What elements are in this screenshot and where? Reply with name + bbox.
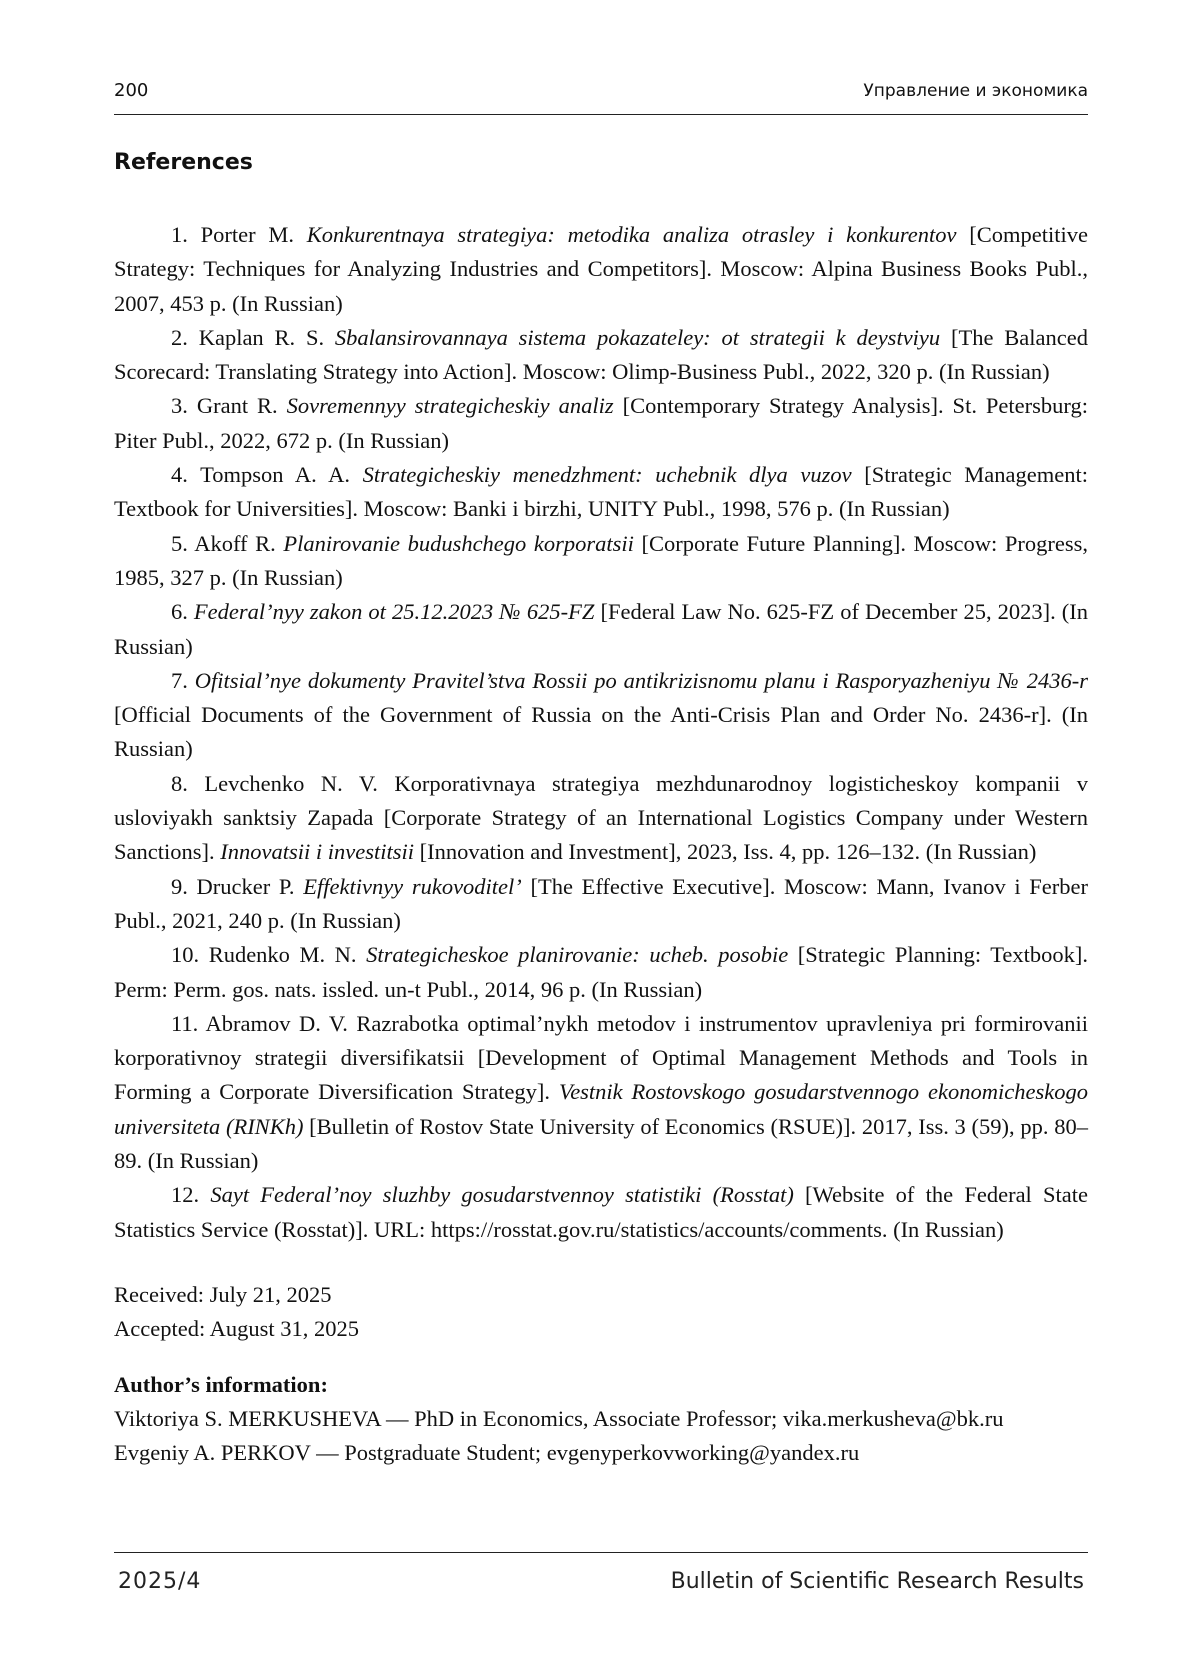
- reference-authors: Abramov D. V. Razrabotka optimal’nykh metodov i instrumentov upravleniya pri formirovanii korporativnoy strategii diversifikatsii [Development of Optimal Management Methods and Tools in Forming a Corporate Diversification Strategy].: [114, 1010, 1088, 1105]
- reference-details: [Website of the Federal State Statistics Service (Rosstat)]. URL: https://rosstat.gov.ru/statistics/accounts/comments. (In Russian): [114, 1182, 1089, 1242]
- reference-number: 2.: [171, 324, 188, 350]
- reference-authors: Rudenko M. N.: [208, 942, 367, 968]
- reference-number: 4.: [171, 462, 188, 488]
- reference-details: [Official Documents of the Government of Russia on the Anti-Crisis Plan and Order No. 2436-r]. (In Russian): [114, 702, 1088, 762]
- reference-details: [Contemporary Strategy Analysis]. St. Petersburg: Piter Publ., 2022, 672 p. (In Russian): [114, 393, 1088, 453]
- reference-number: 12.: [171, 1182, 200, 1208]
- page-header: [114, 74, 1088, 115]
- reference-title: Federal’nyy zakon ot 25.12.2023 № 625-FZ: [193, 599, 595, 625]
- reference-title: Konkurentnaya strategiya: metodika analiza otrasley i konkurentov: [306, 222, 957, 247]
- received-date: Received: July 21, 2025: [114, 1282, 332, 1307]
- reference-details: [Innovation and Investment], 2023, Iss. 4, pp. 126–132. (In Russian): [413, 839, 1037, 865]
- reference-details: [The Balanced Scorecard: Translating Strategy into Action]. Moscow: Olimp-Business Publ., 2022, 320 p. (In Russian): [114, 324, 1088, 385]
- reference-title: Strategicheskoe planirovanie: ucheb. posobie: [366, 942, 789, 968]
- reference-item: [114, 321, 1088, 390]
- references-heading: References: [114, 150, 253, 175]
- reference-number: 8.: [171, 770, 188, 796]
- reference-authors: Tompson A. A.: [200, 462, 363, 488]
- reference-number: 11.: [171, 1010, 199, 1036]
- journal-name: Bulletin of Scientific Research Results: [670, 1569, 1084, 1594]
- reference-details: [Strategic Planning: Textbook]. Perm: Perm. gos. nats. issled. un-t Publ., 2014, 96 p. (In Russian): [114, 942, 1089, 1002]
- reference-authors: Grant R.: [196, 393, 287, 419]
- reference-item: [114, 595, 1088, 664]
- reference-details: [Bulletin of Rostov State University of Economics (RSUE)]. 2017, Iss. 3 (59), pp. 80–89. (In Russian): [114, 1113, 1088, 1174]
- reference-number: 3.: [171, 393, 188, 419]
- reference-item: [114, 389, 1088, 458]
- reference-number: 1.: [171, 222, 188, 247]
- reference-title: Sayt Federal’noy sluzhby gosudarstvennoy statistiki (Rosstat): [210, 1182, 794, 1208]
- reference-authors: Levchenko N. V. Korporativnaya strategiya mezhdunarodnoy logisticheskoy kompanii v usloviyakh sanktsiy Zapada [Corporate Strategy of an International Logistics Company under Western Sanctions].: [114, 770, 1088, 865]
- author-entry: Evgeniy A. PERKOV — Postgraduate Student; evgenyperkovworking@yandex.ru: [114, 1440, 860, 1465]
- submission-dates: [114, 1278, 359, 1346]
- reference-item: [114, 664, 1088, 767]
- reference-item: [114, 938, 1088, 1007]
- reference-title: Sovremennyy strategicheskiy analiz: [286, 393, 614, 419]
- reference-number: 10.: [171, 942, 200, 968]
- reference-number: 5.: [171, 530, 188, 556]
- reference-item: [114, 870, 1088, 939]
- reference-authors: Porter M.: [200, 222, 307, 247]
- reference-title: Ofitsial’nye dokumenty Pravitel’stva Rossii po antikrizisnomu planu i Rasporyazheniyu № 2436-r: [194, 667, 1088, 693]
- accepted-date: Accepted: August 31, 2025: [114, 1316, 359, 1341]
- reference-item: [114, 1178, 1088, 1247]
- reference-title: Effektivnyy rukovoditel’: [303, 873, 522, 899]
- reference-title: Sbalansirovannaya sistema pokazateley: ot strategii k deystviyu: [334, 324, 941, 350]
- reference-item: [114, 218, 1088, 321]
- reference-authors: Drucker P.: [196, 873, 304, 899]
- reference-title: Innovatsii i investitsii: [220, 839, 414, 865]
- reference-number: 9.: [171, 873, 188, 899]
- reference-details: [Corporate Future Planning]. Moscow: Progress, 1985, 327 p. (In Russian): [114, 530, 1088, 590]
- journal-section-title: Управление и экономика: [863, 81, 1088, 101]
- reference-title: Planirovanie budushchego korporatsii: [283, 530, 634, 556]
- reference-title: Strategicheskiy menedzhment: uchebnik dlya vuzov: [362, 462, 852, 488]
- reference-item: [114, 458, 1088, 527]
- references-list: [114, 218, 1088, 1247]
- issue-number: 2025/4: [118, 1569, 202, 1594]
- reference-number: 6.: [171, 599, 188, 625]
- reference-details: [Strategic Management: Textbook for Universities]. Moscow: Banki i birzhi, UNITY Publ., 1998, 576 p. (In Russian): [114, 462, 1088, 522]
- reference-item: [114, 767, 1088, 870]
- authors-heading: Author’s information:: [114, 1372, 328, 1397]
- reference-details: [The Effective Executive]. Moscow: Mann, Ivanov i Ferber Publ., 2021, 240 p. (In Russian): [114, 873, 1088, 933]
- reference-item: [114, 1007, 1088, 1178]
- reference-number: 7.: [171, 667, 188, 693]
- page-number: 200: [114, 80, 149, 101]
- reference-details: [Federal Law No. 625-FZ of December 25, 2023]. (In Russian): [114, 599, 1089, 659]
- author-entry: Viktoriya S. MERKUSHEVA — PhD in Economics, Associate Professor; vika.merkusheva@bk.ru: [114, 1406, 1004, 1431]
- reference-authors: Akoff R.: [194, 530, 284, 556]
- reference-item: [114, 527, 1088, 596]
- reference-title: Vestnik Rostovskogo gosudarstvennogo ekonomicheskogo universiteta (RINKh): [114, 1079, 1088, 1139]
- page-footer: [114, 1552, 1088, 1594]
- authors-info: [114, 1368, 1004, 1470]
- reference-authors: Kaplan R. S.: [198, 324, 335, 350]
- reference-details: [Competitive Strategy: Techniques for Analyzing Industries and Competitors]. Moscow: Alpina Business Books Publ., 2007, 453 p. (In Russian): [114, 222, 1089, 316]
